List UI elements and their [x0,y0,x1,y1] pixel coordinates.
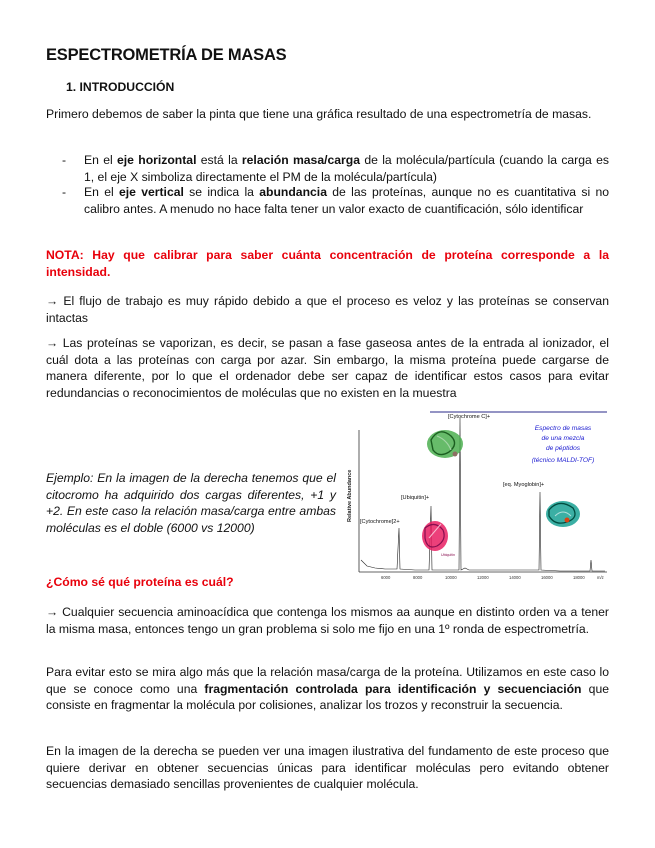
mass-spectrum-figure [345,410,610,582]
svg-text:(técnico MALDI-TOF): (técnico MALDI-TOF) [531,457,595,464]
x-tick: 14000 [509,575,521,580]
svg-text:de péptidos: de péptidos [545,445,581,452]
protein-label: Ubiquitin [441,553,455,557]
bullet-dash: - [62,153,67,167]
x-tick: 10000 [445,575,457,580]
page-title: ESPECTROMETRÍA DE MASAS [46,46,287,64]
vaporization-paragraph: → Las proteínas se vaporizan, es decir, se pasan a fase gaseosa antes de la entrada al ionizador, el cuál dota a las proteínas con carga por azar. Sin embargo, la misma proteína puede cargarse de manera diferente, por lo que el ordenador debe ser capaz de identificar estos casos para evitar redundancias o reconocimientos de moléculas que no existen en la muestra [46,336,609,400]
y-axis-label: Relative Abundance [347,469,353,522]
fragmentation-paragraph: Para evitar esto se mira algo más que la relación masa/carga de la proteína. Utilizamos en este caso lo que se conoce como una fragmentación controlada para identificación y secuenciación que consiste en fragmentar la molécula por colisiones, analizar los trozos y reconstruir la secuencia. [46,665,610,713]
myoglobin-structure-image [546,501,580,527]
peak-label-myoglobin: [eq. Myoglobin]+ [503,482,545,488]
peak-label-cytochrome-2plus: [Cytochrome]2+ [360,519,400,525]
section-heading: 1. INTRODUCCIÓN [66,80,175,94]
x-tick: 18000 [573,575,585,580]
bullet-horizontal-axis: - En el eje horizontal está la relación masa/carga de la molécula/partícula (cuando la carga es 1, el eje X simboliza directamente el PM de la molécula/partícula) [62,153,609,184]
intro-paragraph: Primero debemos de saber la pinta que tiene una gráfica resultado de una espectrometría de masas. [46,107,592,121]
x-tick: m/z [597,575,604,580]
x-tick: 16000 [541,575,553,580]
question-heading: ¿Cómo sé qué proteína es cuál? [46,575,234,589]
svg-text:de una mezcla: de una mezcla [541,435,585,442]
bullet-vertical-axis: - En el eje vertical se indica la abundancia de las proteínas, aunque no es cuantitativa si no calibro antes. A menudo no hace falta tener un valor exacto de cuantificación, sólo identificar [62,185,610,216]
x-tick: 12000 [477,575,489,580]
x-tick: 8000 [413,575,423,580]
calibration-note: NOTA: Hay que calibrar para saber cuánta concentración de proteína corresponde a la intensidad. [46,248,609,279]
peak-label-cytochrome: [Cytochrome C]+ [448,414,491,420]
example-caption: Ejemplo: En la imagen de la derecha tenemos que el citocromo ha adquirido dos cargas diferentes, +1 y +2. En este caso la relación masa/carga entre ambas moléculas es el doble (6000 vs 12000) [46,471,336,535]
bullet-dash: - [62,185,67,199]
cytochrome-structure-image [427,430,463,458]
x-tick: 6000 [381,575,391,580]
svg-text:Espectro de masas: Espectro de masas [534,425,592,432]
workflow-paragraph: → El flujo de trabajo es muy rápido debido a que el proceso es veloz y las proteínas se conservan intactas [46,294,609,325]
peak-label-ubiquitin: [Ubiquitin]+ [401,495,430,501]
closing-paragraph: En la imagen de la derecha se pueden ver una imagen ilustrativa del fundamento de este proceso que quiere derivar en obtener secuencias únicas para identificar moléculas pero evitando obtener secuencias demasiado sencillas provenientes de cualquier molécula. [46,744,609,792]
sequence-paragraph: → Cualquier secuencia aminoacídica que contenga los mismos aa aunque en distinto orden va a tener la misma masa, entonces tengo un gran problema si solo me fijo en una 1º ronda de espectrometría. [46,605,609,636]
